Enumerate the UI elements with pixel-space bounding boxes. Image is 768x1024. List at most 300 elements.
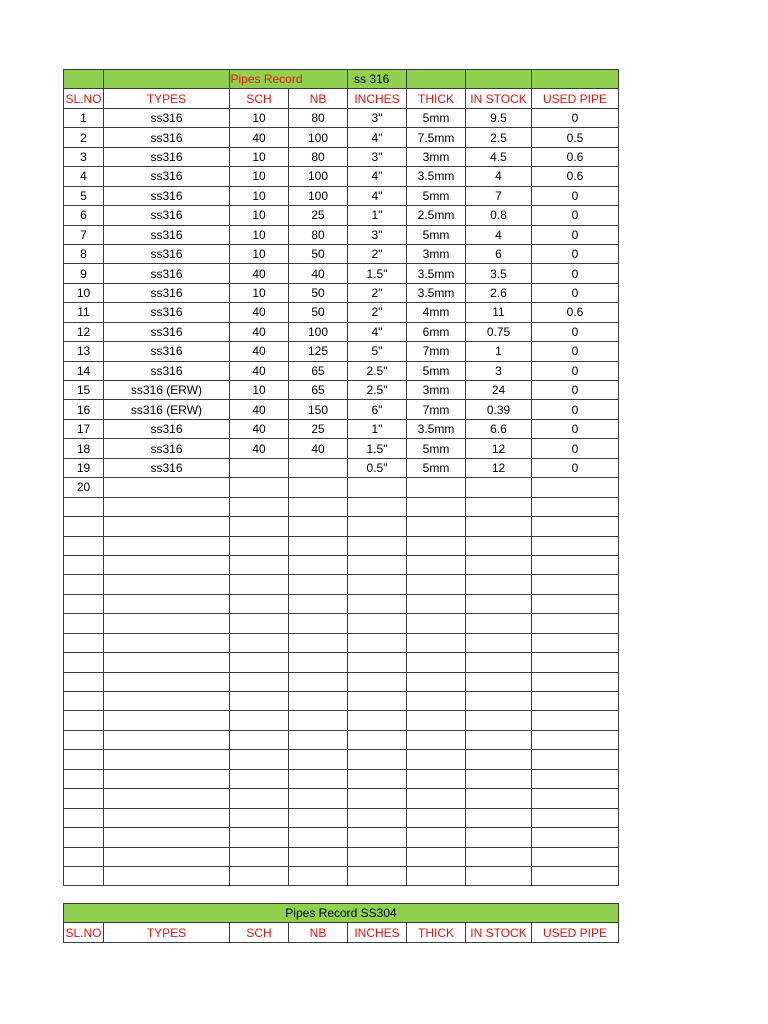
header-cell[interactable]: SL.NO	[64, 923, 104, 942]
table-cell[interactable]	[230, 555, 289, 574]
table-cell[interactable]	[532, 750, 619, 769]
table-cell[interactable]	[466, 555, 532, 574]
table-cell[interactable]: 6"	[348, 400, 407, 419]
table-cell[interactable]	[348, 517, 407, 536]
table-cell[interactable]: 150	[289, 400, 348, 419]
table-cell[interactable]: 6	[466, 244, 532, 263]
table-cell[interactable]	[466, 789, 532, 808]
table-cell[interactable]: 19	[64, 458, 104, 477]
table-cell[interactable]	[64, 614, 104, 633]
table-cell[interactable]	[230, 711, 289, 730]
table-cell[interactable]	[532, 594, 619, 613]
table-cell[interactable]	[532, 692, 619, 711]
table-cell[interactable]	[407, 750, 466, 769]
table-cell[interactable]: 7mm	[407, 400, 466, 419]
table-cell[interactable]: 50	[289, 303, 348, 322]
table-cell[interactable]: 40	[230, 128, 289, 147]
table-cell[interactable]: ss316	[104, 108, 230, 127]
table-cell[interactable]: 2.6	[466, 283, 532, 302]
table-subtitle[interactable]: ss 316	[348, 70, 407, 89]
table-cell[interactable]	[64, 789, 104, 808]
header-cell[interactable]: IN STOCK	[466, 923, 532, 942]
table-cell[interactable]	[104, 536, 230, 555]
table-cell[interactable]: 4"	[348, 186, 407, 205]
table-cell[interactable]	[348, 536, 407, 555]
table-cell[interactable]: 0	[532, 419, 619, 438]
header-cell[interactable]: INCHES	[348, 923, 407, 942]
table-cell[interactable]: 10	[64, 283, 104, 302]
header-cell[interactable]: THICK	[407, 89, 466, 108]
table-cell[interactable]: 2"	[348, 244, 407, 263]
table-cell[interactable]	[466, 536, 532, 555]
table-cell[interactable]	[289, 536, 348, 555]
table-cell[interactable]	[532, 672, 619, 691]
table-cell[interactable]	[289, 808, 348, 827]
header-cell[interactable]: NB	[289, 89, 348, 108]
table-cell[interactable]: 0.6	[532, 303, 619, 322]
table-cell[interactable]: 7	[466, 186, 532, 205]
table-cell[interactable]	[230, 847, 289, 866]
table-cell[interactable]	[104, 750, 230, 769]
table-cell[interactable]	[230, 750, 289, 769]
table-cell[interactable]	[532, 497, 619, 516]
table-cell[interactable]: 0	[532, 225, 619, 244]
table-cell[interactable]: 4	[466, 225, 532, 244]
table-cell[interactable]: 10	[230, 283, 289, 302]
table-cell[interactable]	[230, 828, 289, 847]
table-cell[interactable]	[348, 828, 407, 847]
table-cell[interactable]	[289, 633, 348, 652]
table-cell[interactable]	[289, 847, 348, 866]
table-cell[interactable]: 14	[64, 361, 104, 380]
table-cell[interactable]	[230, 808, 289, 827]
table-cell[interactable]: 0	[532, 400, 619, 419]
table-cell[interactable]	[64, 847, 104, 866]
table-cell[interactable]	[532, 847, 619, 866]
table-cell[interactable]	[407, 575, 466, 594]
table-cell[interactable]: 40	[230, 361, 289, 380]
table-cell[interactable]: 12	[64, 322, 104, 341]
table-cell[interactable]	[407, 517, 466, 536]
table-cell[interactable]: 17	[64, 419, 104, 438]
table-cell[interactable]: 0.8	[466, 206, 532, 225]
table-cell[interactable]: 20	[64, 478, 104, 497]
table-cell[interactable]: 3mm	[407, 381, 466, 400]
table-cell[interactable]: 65	[289, 361, 348, 380]
table-cell[interactable]: 16	[64, 400, 104, 419]
table-cell[interactable]	[289, 517, 348, 536]
table-cell[interactable]	[407, 497, 466, 516]
table-cell[interactable]: 3.5mm	[407, 419, 466, 438]
table-cell[interactable]: ss316	[104, 225, 230, 244]
table-cell[interactable]	[104, 828, 230, 847]
table-cell[interactable]: 0	[532, 206, 619, 225]
table-cell[interactable]: 3	[64, 147, 104, 166]
table-cell[interactable]	[466, 808, 532, 827]
table-cell[interactable]: 5mm	[407, 361, 466, 380]
table-cell[interactable]	[104, 575, 230, 594]
table-cell[interactable]	[230, 769, 289, 788]
header-cell[interactable]: SL.NO	[64, 89, 104, 108]
table-cell[interactable]	[348, 730, 407, 749]
table-cell[interactable]	[230, 497, 289, 516]
table-cell[interactable]	[407, 711, 466, 730]
table-cell[interactable]	[407, 789, 466, 808]
table-cell[interactable]: 3"	[348, 147, 407, 166]
table-cell[interactable]	[407, 672, 466, 691]
table-cell[interactable]	[466, 653, 532, 672]
table-cell[interactable]: 50	[289, 244, 348, 263]
table-cell[interactable]: 125	[289, 342, 348, 361]
table-cell[interactable]	[348, 866, 407, 885]
table-cell[interactable]: 3"	[348, 225, 407, 244]
table-cell[interactable]: 40	[230, 264, 289, 283]
table-cell[interactable]: 6.6	[466, 419, 532, 438]
table-cell[interactable]	[104, 653, 230, 672]
table-cell[interactable]	[466, 575, 532, 594]
table-cell[interactable]	[289, 653, 348, 672]
table-cell[interactable]: 1"	[348, 206, 407, 225]
table-cell[interactable]	[104, 633, 230, 652]
table-cell[interactable]: 40	[230, 439, 289, 458]
table-cell[interactable]: ss316	[104, 439, 230, 458]
table-cell[interactable]	[230, 653, 289, 672]
table-cell[interactable]: 50	[289, 283, 348, 302]
table-cell[interactable]	[289, 594, 348, 613]
table-cell[interactable]	[230, 730, 289, 749]
table-cell[interactable]	[230, 478, 289, 497]
table-cell[interactable]: 2"	[348, 283, 407, 302]
table-cell[interactable]	[104, 497, 230, 516]
table-cell[interactable]: ss316	[104, 147, 230, 166]
table-cell[interactable]: 2.5	[466, 128, 532, 147]
table-cell[interactable]: 25	[289, 206, 348, 225]
table-cell[interactable]: 0	[532, 361, 619, 380]
table-cell[interactable]	[407, 633, 466, 652]
table-cell[interactable]: 5mm	[407, 225, 466, 244]
table-cell[interactable]	[407, 808, 466, 827]
table-cell[interactable]: 2.5mm	[407, 206, 466, 225]
table-cell[interactable]	[104, 847, 230, 866]
table-cell[interactable]: ss316	[104, 303, 230, 322]
table-cell[interactable]	[348, 789, 407, 808]
table-cell[interactable]: 3.5mm	[407, 167, 466, 186]
table-cell[interactable]	[289, 672, 348, 691]
table-cell[interactable]	[289, 692, 348, 711]
table-cell[interactable]: ss316	[104, 128, 230, 147]
table-cell[interactable]	[64, 692, 104, 711]
table-cell[interactable]	[407, 555, 466, 574]
table-cell[interactable]	[466, 692, 532, 711]
table-cell[interactable]: 24	[466, 381, 532, 400]
table-cell[interactable]	[104, 672, 230, 691]
table-title[interactable]: Pipes Record	[230, 70, 348, 89]
table-cell[interactable]	[289, 828, 348, 847]
table-cell[interactable]	[289, 750, 348, 769]
table-cell[interactable]: 4	[64, 167, 104, 186]
table-cell[interactable]: 0.6	[532, 147, 619, 166]
table-cell[interactable]	[104, 789, 230, 808]
table-cell[interactable]	[466, 711, 532, 730]
table-cell[interactable]	[64, 750, 104, 769]
table-cell[interactable]: 10	[230, 108, 289, 127]
table-cell[interactable]: 80	[289, 108, 348, 127]
table-cell[interactable]	[466, 750, 532, 769]
table-cell[interactable]: ss316	[104, 206, 230, 225]
table-cell[interactable]: 40	[230, 303, 289, 322]
table-cell[interactable]	[532, 711, 619, 730]
table-cell[interactable]: 2.5"	[348, 361, 407, 380]
table-cell[interactable]: 40	[230, 322, 289, 341]
table-cell[interactable]: 4mm	[407, 303, 466, 322]
table-cell[interactable]	[230, 614, 289, 633]
table-cell[interactable]	[348, 575, 407, 594]
table-cell[interactable]: 3.5	[466, 264, 532, 283]
table-cell[interactable]	[289, 769, 348, 788]
table-cell[interactable]: 0.5"	[348, 458, 407, 477]
table-cell[interactable]: ss316	[104, 167, 230, 186]
table-title[interactable]: Pipes Record SS304	[64, 904, 619, 923]
table-cell[interactable]: 80	[289, 147, 348, 166]
table-cell[interactable]	[407, 828, 466, 847]
table-cell[interactable]	[466, 497, 532, 516]
table-cell[interactable]	[466, 828, 532, 847]
table-cell[interactable]: 4	[466, 167, 532, 186]
table-cell[interactable]: ss316	[104, 264, 230, 283]
table-cell[interactable]	[104, 517, 230, 536]
table-cell[interactable]	[348, 808, 407, 827]
table-cell[interactable]	[466, 614, 532, 633]
table-cell[interactable]	[64, 653, 104, 672]
table-cell[interactable]	[348, 711, 407, 730]
table-cell[interactable]: ss316	[104, 419, 230, 438]
table-cell[interactable]	[466, 769, 532, 788]
table-cell[interactable]: 100	[289, 128, 348, 147]
table-cell[interactable]: 10	[230, 186, 289, 205]
table-cell[interactable]: 10	[230, 225, 289, 244]
table-cell[interactable]: ss316 (ERW)	[104, 381, 230, 400]
table-cell[interactable]: ss316	[104, 361, 230, 380]
table-cell[interactable]: ss316	[104, 186, 230, 205]
table-cell[interactable]: 0	[532, 264, 619, 283]
table-cell[interactable]	[64, 633, 104, 652]
table-cell[interactable]: 65	[289, 381, 348, 400]
table-cell[interactable]	[466, 517, 532, 536]
table-cell[interactable]: 0	[532, 439, 619, 458]
table-cell[interactable]: 18	[64, 439, 104, 458]
table-cell[interactable]	[230, 458, 289, 477]
table-cell[interactable]: 0.6	[532, 167, 619, 186]
table-cell[interactable]: 0	[532, 244, 619, 263]
table-cell[interactable]	[466, 633, 532, 652]
table-cell[interactable]: 40	[230, 342, 289, 361]
table-cell[interactable]: 25	[289, 419, 348, 438]
table-cell[interactable]: 1	[466, 342, 532, 361]
header-cell[interactable]: IN STOCK	[466, 89, 532, 108]
header-cell[interactable]: SCH	[230, 89, 289, 108]
header-cell[interactable]: NB	[289, 923, 348, 942]
table-cell[interactable]	[532, 517, 619, 536]
table-cell[interactable]: 5mm	[407, 458, 466, 477]
table-cell[interactable]: 11	[64, 303, 104, 322]
table-cell[interactable]: 3	[466, 361, 532, 380]
table-cell[interactable]	[289, 575, 348, 594]
header-cell[interactable]: SCH	[230, 923, 289, 942]
table-cell[interactable]: 6	[64, 206, 104, 225]
table-cell[interactable]: 3"	[348, 108, 407, 127]
table-cell[interactable]: 10	[230, 381, 289, 400]
table-cell[interactable]	[230, 692, 289, 711]
table-cell[interactable]	[104, 555, 230, 574]
table-cell[interactable]	[348, 594, 407, 613]
table-cell[interactable]	[64, 828, 104, 847]
table-cell[interactable]	[64, 808, 104, 827]
table-cell[interactable]	[104, 808, 230, 827]
table-cell[interactable]: ss316	[104, 244, 230, 263]
table-cell[interactable]: 3.5mm	[407, 283, 466, 302]
table-cell[interactable]: 5mm	[407, 186, 466, 205]
table-cell[interactable]: 10	[230, 167, 289, 186]
table-cell[interactable]	[104, 730, 230, 749]
table-cell[interactable]	[407, 536, 466, 555]
table-cell[interactable]	[532, 536, 619, 555]
table-cell[interactable]: 1"	[348, 419, 407, 438]
table-cell[interactable]	[64, 536, 104, 555]
table-cell[interactable]	[466, 594, 532, 613]
table-cell[interactable]: 40	[289, 439, 348, 458]
table-cell[interactable]: 2"	[348, 303, 407, 322]
table-cell[interactable]	[64, 497, 104, 516]
table-cell[interactable]	[466, 478, 532, 497]
table-cell[interactable]: 0.39	[466, 400, 532, 419]
table-cell[interactable]: 40	[230, 400, 289, 419]
table-cell[interactable]: 1.5"	[348, 264, 407, 283]
table-cell[interactable]: 0.75	[466, 322, 532, 341]
table-cell[interactable]: 8	[64, 244, 104, 263]
table-cell[interactable]	[289, 711, 348, 730]
table-cell[interactable]: 1	[64, 108, 104, 127]
table-cell[interactable]	[230, 536, 289, 555]
table-cell[interactable]	[230, 672, 289, 691]
table-cell[interactable]: 3mm	[407, 147, 466, 166]
header-cell[interactable]: TYPES	[104, 89, 230, 108]
table-cell[interactable]: 100	[289, 167, 348, 186]
table-cell[interactable]	[407, 730, 466, 749]
table-cell[interactable]	[230, 575, 289, 594]
table-cell[interactable]	[348, 497, 407, 516]
table-cell[interactable]	[64, 517, 104, 536]
table-cell[interactable]	[407, 866, 466, 885]
table-cell[interactable]	[64, 555, 104, 574]
table-cell[interactable]	[532, 866, 619, 885]
table-cell[interactable]	[348, 692, 407, 711]
table-cell[interactable]: 5mm	[407, 108, 466, 127]
table-cell[interactable]	[348, 769, 407, 788]
header-cell[interactable]: INCHES	[348, 89, 407, 108]
table-cell[interactable]: ss316	[104, 342, 230, 361]
table-cell[interactable]: 3.5mm	[407, 264, 466, 283]
table-cell[interactable]	[64, 769, 104, 788]
table-cell[interactable]: 0	[532, 108, 619, 127]
table-cell[interactable]	[289, 789, 348, 808]
table-cell[interactable]: 10	[230, 244, 289, 263]
table-cell[interactable]	[532, 730, 619, 749]
table-cell[interactable]	[289, 497, 348, 516]
table-cell[interactable]: 9.5	[466, 108, 532, 127]
table-cell[interactable]	[104, 478, 230, 497]
table-cell[interactable]	[348, 672, 407, 691]
table-cell[interactable]	[348, 847, 407, 866]
table-cell[interactable]: 5mm	[407, 439, 466, 458]
table-cell[interactable]: ss316 (ERW)	[104, 400, 230, 419]
table-cell[interactable]	[532, 614, 619, 633]
table-cell[interactable]	[104, 594, 230, 613]
table-cell[interactable]	[532, 478, 619, 497]
table-cell[interactable]: 0	[532, 342, 619, 361]
table-cell[interactable]: ss316	[104, 458, 230, 477]
table-cell[interactable]	[348, 750, 407, 769]
table-cell[interactable]	[532, 633, 619, 652]
table-cell[interactable]	[348, 614, 407, 633]
table-cell[interactable]	[466, 672, 532, 691]
table-cell[interactable]	[289, 614, 348, 633]
header-cell[interactable]: USED PIPE	[532, 923, 619, 942]
table-cell[interactable]	[104, 711, 230, 730]
table-cell[interactable]: 9	[64, 264, 104, 283]
table-cell[interactable]	[532, 808, 619, 827]
table-cell[interactable]: 4"	[348, 322, 407, 341]
table-cell[interactable]	[104, 614, 230, 633]
table-cell[interactable]	[532, 828, 619, 847]
header-cell[interactable]: USED PIPE	[532, 89, 619, 108]
table-cell[interactable]: 2	[64, 128, 104, 147]
table-cell[interactable]	[230, 594, 289, 613]
table-cell[interactable]	[407, 653, 466, 672]
table-cell[interactable]: 12	[466, 458, 532, 477]
header-cell[interactable]: TYPES	[104, 923, 230, 942]
header-cell[interactable]: THICK	[407, 923, 466, 942]
table-cell[interactable]	[289, 478, 348, 497]
table-cell[interactable]	[407, 769, 466, 788]
table-cell[interactable]: 12	[466, 439, 532, 458]
table-cell[interactable]	[289, 866, 348, 885]
table-cell[interactable]: 40	[289, 264, 348, 283]
table-cell[interactable]: 2.5"	[348, 381, 407, 400]
table-cell[interactable]: 7mm	[407, 342, 466, 361]
table-cell[interactable]: 5	[64, 186, 104, 205]
table-cell[interactable]: 5"	[348, 342, 407, 361]
table-cell[interactable]: 0.5	[532, 128, 619, 147]
table-cell[interactable]	[466, 866, 532, 885]
table-cell[interactable]: 7.5mm	[407, 128, 466, 147]
table-cell[interactable]: 3mm	[407, 244, 466, 263]
table-cell[interactable]: 40	[230, 419, 289, 438]
table-cell[interactable]: 13	[64, 342, 104, 361]
table-cell[interactable]	[230, 517, 289, 536]
table-cell[interactable]: 1.5"	[348, 439, 407, 458]
table-cell[interactable]	[64, 866, 104, 885]
table-cell[interactable]: 0	[532, 186, 619, 205]
table-cell[interactable]	[407, 692, 466, 711]
table-cell[interactable]: 0	[532, 458, 619, 477]
table-cell[interactable]	[407, 847, 466, 866]
table-cell[interactable]	[104, 866, 230, 885]
table-cell[interactable]	[532, 575, 619, 594]
table-cell[interactable]	[104, 692, 230, 711]
table-cell[interactable]	[407, 478, 466, 497]
table-cell[interactable]: 4.5	[466, 147, 532, 166]
table-cell[interactable]	[348, 653, 407, 672]
